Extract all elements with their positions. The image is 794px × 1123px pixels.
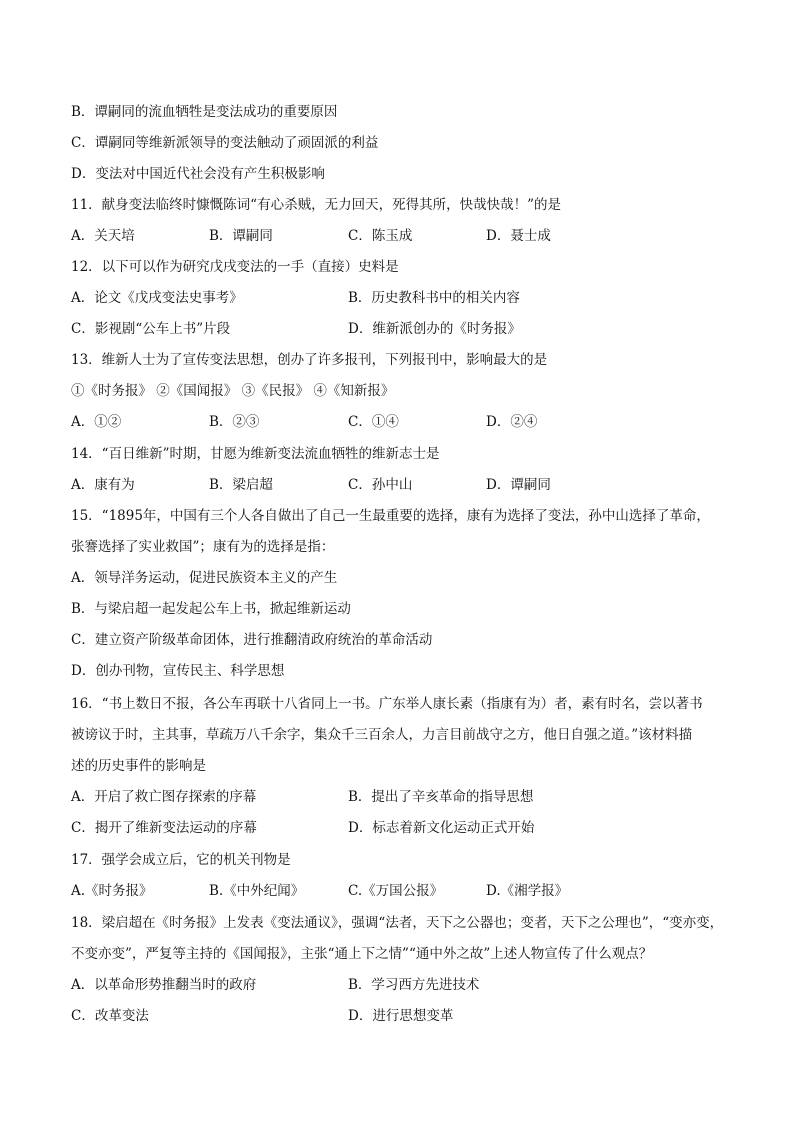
q16-options-row2 (71, 818, 731, 838)
q13-option-c: C．①④ (348, 414, 399, 430)
q12-option-b: B．历史教科书中的相关内容 (348, 290, 520, 306)
q17-option-c: C.《万国公报》 (348, 883, 444, 899)
q18-options-row1 (71, 975, 731, 995)
q16-option-d: D．标志着新文化运动正式开始 (348, 820, 535, 836)
q17-option-b: B.《中外纪闻》 (209, 883, 305, 899)
q14-option-b: B．梁启超 (209, 477, 273, 493)
q15-option-d: D．创办刊物，宣传民主、科学思想 (71, 663, 285, 679)
q14-option-d: D．谭嗣同 (486, 477, 551, 493)
q14-option-c: C．孙中山 (348, 477, 413, 493)
q13-items: ①《时务报》 ②《国闻报》 ③《民报》 ④《知新报》 (71, 383, 395, 399)
q16-option-b: B．提出了辛亥革命的指导思想 (348, 789, 534, 805)
q10-option-b: B．谭嗣同的流血牺牲是变法成功的重要原因 (71, 104, 338, 120)
q13-options (71, 412, 731, 432)
q12-stem: 12．以下可以作为研究戊戌变法的一手（直接）史料是 (71, 259, 399, 275)
q15-option-b: B．与梁启超一起发起公车上书，掀起维新运动 (71, 601, 351, 617)
q16-stem-line3: 述的历史事件的影响是 (71, 758, 206, 774)
q17-stem: 17．强学会成立后，它的机关刊物是 (71, 852, 291, 868)
q11-option-d: D．聂士成 (486, 228, 551, 244)
q16-option-c: C．揭开了维新变法运动的序幕 (71, 820, 257, 836)
q11-stem: 11．献身变法临终时慷慨陈词“有心杀贼，无力回天，死得其所，快哉快哉！”的是 (71, 197, 561, 213)
q13-stem: 13．维新人士为了宣传变法思想，创办了许多报刊，下列报刊中，影响最大的是 (71, 352, 548, 368)
q18-options-row2 (71, 1006, 731, 1026)
q18-option-b: B．学习西方先进技术 (348, 977, 480, 993)
q18-option-a: A．以革命形势推翻当时的政府 (71, 977, 257, 993)
q18-stem-line1: 18．梁启超在《时务报》上发表《变法通议》，强调“法者，天下之公器也；变者，天下之公理也”，“变亦变， (71, 915, 724, 931)
q16-stem-line1: 16．“书上数日不报，各公车再联十八省同上一书。广东举人康长素（指康有为）者，素有时名，尝以著书 (71, 696, 703, 712)
q14-options (71, 475, 731, 495)
q12-option-d: D．维新派创办的《时务报》 (348, 321, 521, 337)
q16-stem-line2: 被谤议于时，主其事，草疏万八千余字，集众千三百余人，力言目前战守之方，他日自强之道。”该材料描 (71, 727, 693, 743)
q13-option-a: A．①② (71, 414, 122, 430)
q12-options-row2 (71, 319, 731, 339)
q10-option-c: C．谭嗣同等维新派领导的变法触动了顽固派的利益 (71, 135, 379, 151)
q12-options-row1 (71, 288, 731, 308)
q14-option-a: A．康有为 (71, 477, 135, 493)
q15-option-a: A．领导洋务运动，促进民族资本主义的产生 (71, 570, 338, 586)
q16-option-a: A．开启了救亡图存探索的序幕 (71, 789, 257, 805)
q12-option-a: A．论文《戊戌变法史事考》 (71, 290, 243, 306)
q18-option-d: D．进行思想变革 (348, 1008, 454, 1024)
q16-options-row1 (71, 787, 731, 807)
q11-option-c: C．陈玉成 (348, 228, 413, 244)
q15-stem-line1: 15．“1895年，中国有三个人各自做出了自己一生最重要的选择，康有为选择了变法，孙中山选择了革命， (71, 508, 710, 524)
q11-option-b: B．谭嗣同 (209, 228, 273, 244)
q12-option-c: C．影视剧“公车上书”片段 (71, 321, 231, 337)
q15-stem-line2: 张謇选择了实业救国”；康有为的选择是指： (71, 539, 335, 555)
q13-option-d: D．②④ (486, 414, 538, 430)
q18-stem-line2: 不变亦变”，严复等主持的《国闻报》，主张“通上下之情”“通中外之故”上述人物宣传了什么观点？ (71, 946, 653, 962)
q17-option-d: D.《湘学报》 (486, 883, 569, 899)
q11-option-a: A．关天培 (71, 228, 135, 244)
q11-options (71, 226, 731, 246)
q13-option-b: B．②③ (209, 414, 260, 430)
q14-stem: 14．“百日维新”时期，甘愿为维新变法流血牺牲的维新志士是 (71, 446, 440, 462)
q17-option-a: A.《时务报》 (71, 883, 153, 899)
q18-option-c: C．改革变法 (71, 1008, 149, 1024)
q10-option-d: D．变法对中国近代社会没有产生积极影响 (71, 166, 325, 182)
q17-options (71, 881, 731, 901)
q15-option-c: C．建立资产阶级革命团体，进行推翻清政府统治的革命活动 (71, 632, 433, 648)
